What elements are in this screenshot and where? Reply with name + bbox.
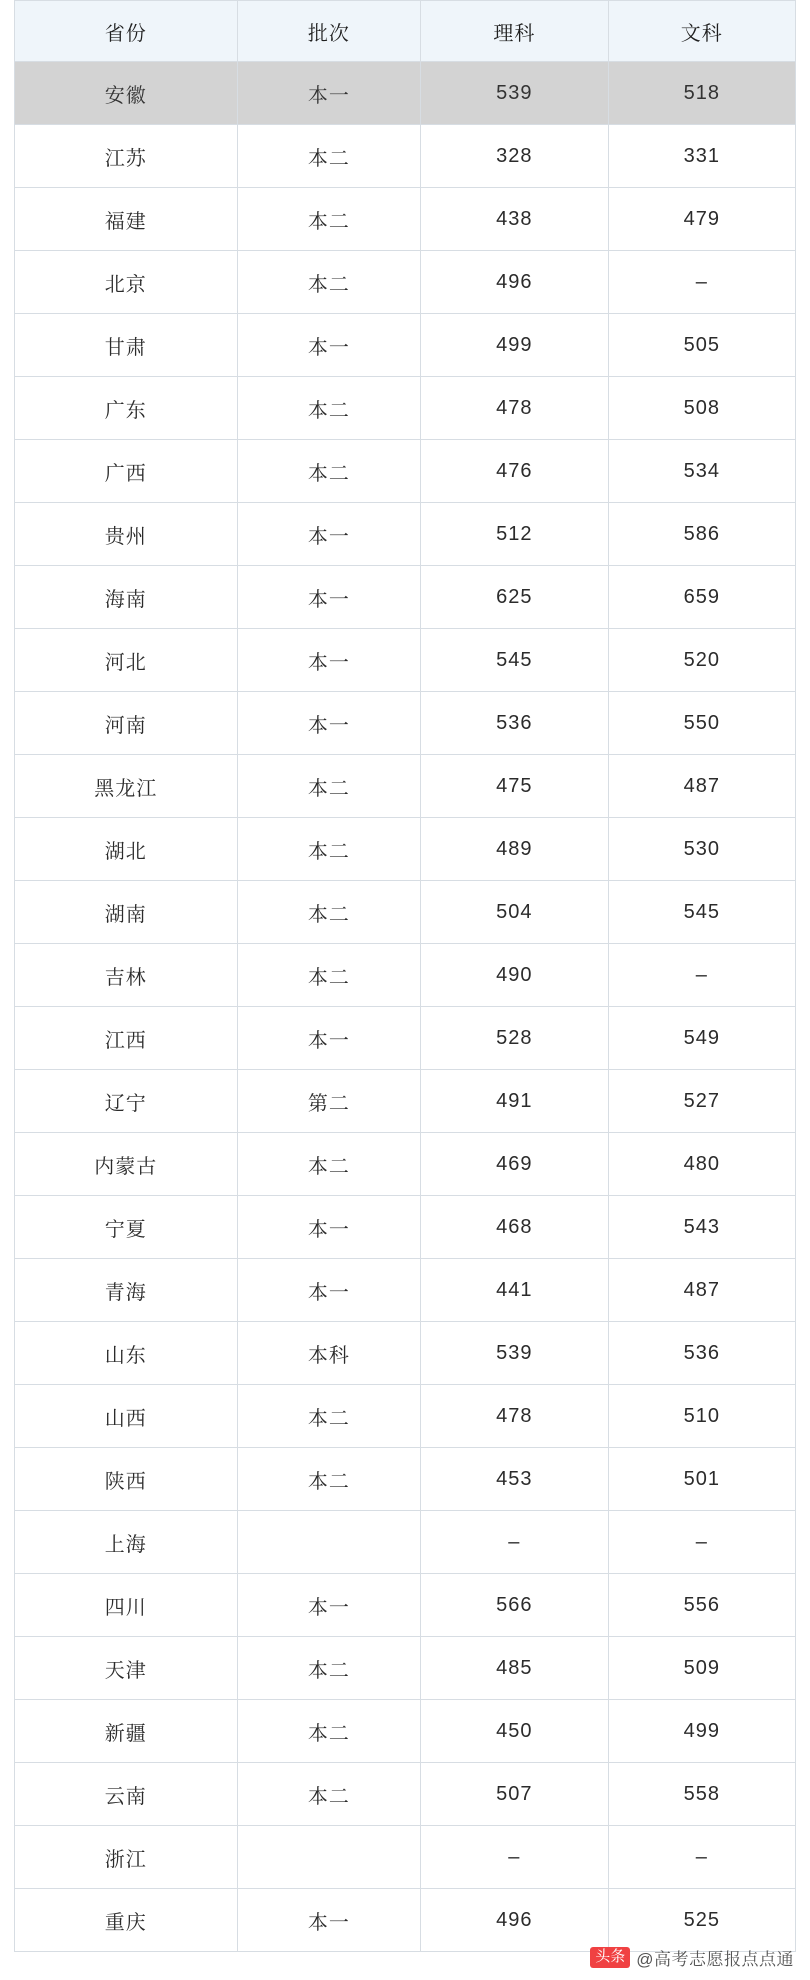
- cell-science: 539: [421, 1322, 608, 1385]
- cell-science: 328: [421, 125, 608, 188]
- cell-batch: 本二: [237, 377, 421, 440]
- cell-science: 476: [421, 440, 608, 503]
- cell-province: 浙江: [15, 1826, 238, 1889]
- cell-science: 566: [421, 1574, 608, 1637]
- table-row: [15, 566, 796, 629]
- table-row: [15, 1070, 796, 1133]
- account-name: @高考志愿报点点通: [636, 1950, 794, 1969]
- cell-science: 469: [421, 1133, 608, 1196]
- toutiao-logo: 头条: [590, 1947, 630, 1968]
- cell-science: 528: [421, 1007, 608, 1070]
- cell-arts: 487: [608, 755, 795, 818]
- cell-science: 539: [421, 62, 608, 125]
- cell-batch: 本一: [237, 629, 421, 692]
- cell-province: 陕西: [15, 1448, 238, 1511]
- cell-batch: 本二: [237, 1448, 421, 1511]
- table-row: [15, 1133, 796, 1196]
- cell-science: 496: [421, 1889, 608, 1952]
- cell-arts: 509: [608, 1637, 795, 1700]
- cell-science: 496: [421, 251, 608, 314]
- cell-science: 438: [421, 188, 608, 251]
- cell-science: 499: [421, 314, 608, 377]
- table-row: [15, 377, 796, 440]
- cell-batch: 本一: [237, 1196, 421, 1259]
- cell-province: 北京: [15, 251, 238, 314]
- cell-arts: 525: [608, 1889, 795, 1952]
- cell-province: 内蒙古: [15, 1133, 238, 1196]
- column-header-science: 理科: [421, 1, 608, 62]
- cell-province: 宁夏: [15, 1196, 238, 1259]
- table-row: [15, 1448, 796, 1511]
- cell-batch: 本一: [237, 692, 421, 755]
- cell-arts: –: [608, 251, 795, 314]
- cell-province: 河南: [15, 692, 238, 755]
- cell-batch: 本二: [237, 755, 421, 818]
- cell-science: 485: [421, 1637, 608, 1700]
- table-row: [15, 503, 796, 566]
- cell-batch: 本一: [237, 1007, 421, 1070]
- cell-province: 江西: [15, 1007, 238, 1070]
- cell-batch: 本一: [237, 503, 421, 566]
- cell-batch: 本一: [237, 566, 421, 629]
- cell-arts: 480: [608, 1133, 795, 1196]
- cell-arts: 543: [608, 1196, 795, 1259]
- cell-science: 441: [421, 1259, 608, 1322]
- cell-arts: 510: [608, 1385, 795, 1448]
- cell-batch: [237, 1511, 421, 1574]
- cell-province: 江苏: [15, 125, 238, 188]
- cell-science: 489: [421, 818, 608, 881]
- cell-batch: [237, 1826, 421, 1889]
- cell-province: 河北: [15, 629, 238, 692]
- cell-batch: 本二: [237, 1385, 421, 1448]
- cell-province: 黑龙江: [15, 755, 238, 818]
- cell-arts: 505: [608, 314, 795, 377]
- cell-province: 四川: [15, 1574, 238, 1637]
- cell-science: 491: [421, 1070, 608, 1133]
- cell-science: 504: [421, 881, 608, 944]
- cell-province: 山西: [15, 1385, 238, 1448]
- cell-batch: 本二: [237, 1700, 421, 1763]
- cell-batch: 本二: [237, 818, 421, 881]
- cell-science: –: [421, 1826, 608, 1889]
- cell-arts: 549: [608, 1007, 795, 1070]
- cell-province: 上海: [15, 1511, 238, 1574]
- table-row: [15, 1637, 796, 1700]
- cell-batch: 本二: [237, 1133, 421, 1196]
- cell-arts: –: [608, 1511, 795, 1574]
- cell-arts: 530: [608, 818, 795, 881]
- cell-arts: –: [608, 1826, 795, 1889]
- cell-arts: 545: [608, 881, 795, 944]
- cell-province: 湖南: [15, 881, 238, 944]
- column-header-province: 省份: [15, 1, 238, 62]
- cell-province: 吉林: [15, 944, 238, 1007]
- table-row: [15, 755, 796, 818]
- cell-batch: 本二: [237, 1637, 421, 1700]
- table-row: [15, 1196, 796, 1259]
- table-row: [15, 1826, 796, 1889]
- cell-batch: 本二: [237, 125, 421, 188]
- cell-batch: 第二: [237, 1070, 421, 1133]
- column-header-batch: 批次: [237, 1, 421, 62]
- cell-arts: 659: [608, 566, 795, 629]
- cell-science: 545: [421, 629, 608, 692]
- cell-science: 512: [421, 503, 608, 566]
- cell-province: 广西: [15, 440, 238, 503]
- cell-arts: 527: [608, 1070, 795, 1133]
- table-row: [15, 1385, 796, 1448]
- cell-science: 625: [421, 566, 608, 629]
- cell-batch: 本二: [237, 881, 421, 944]
- cell-arts: 518: [608, 62, 795, 125]
- cell-arts: 558: [608, 1763, 795, 1826]
- table-row: [15, 251, 796, 314]
- table-row: [15, 692, 796, 755]
- cell-arts: 479: [608, 188, 795, 251]
- cell-province: 湖北: [15, 818, 238, 881]
- cell-arts: –: [608, 944, 795, 1007]
- cell-batch: 本二: [237, 1763, 421, 1826]
- cell-science: 468: [421, 1196, 608, 1259]
- cell-province: 广东: [15, 377, 238, 440]
- table-header-row: [15, 1, 796, 62]
- cell-province: 甘肃: [15, 314, 238, 377]
- cell-science: –: [421, 1511, 608, 1574]
- table-row: [15, 1007, 796, 1070]
- cell-arts: 586: [608, 503, 795, 566]
- table-row: [15, 1574, 796, 1637]
- cell-arts: 331: [608, 125, 795, 188]
- table-row: [15, 1763, 796, 1826]
- cell-science: 450: [421, 1700, 608, 1763]
- cell-arts: 534: [608, 440, 795, 503]
- cell-science: 536: [421, 692, 608, 755]
- table-row: [15, 314, 796, 377]
- cell-arts: 556: [608, 1574, 795, 1637]
- cell-batch: 本一: [237, 1259, 421, 1322]
- cell-province: 辽宁: [15, 1070, 238, 1133]
- cell-arts: 499: [608, 1700, 795, 1763]
- column-header-arts: 文科: [608, 1, 795, 62]
- cell-province: 贵州: [15, 503, 238, 566]
- table-row: [15, 440, 796, 503]
- cell-province: 山东: [15, 1322, 238, 1385]
- cell-science: 453: [421, 1448, 608, 1511]
- cell-province: 云南: [15, 1763, 238, 1826]
- table-row: [15, 62, 796, 125]
- cell-province: 新疆: [15, 1700, 238, 1763]
- cell-science: 507: [421, 1763, 608, 1826]
- cell-province: 重庆: [15, 1889, 238, 1952]
- cell-province: 海南: [15, 566, 238, 629]
- cell-province: 天津: [15, 1637, 238, 1700]
- cell-batch: 本二: [237, 188, 421, 251]
- cell-arts: 508: [608, 377, 795, 440]
- table-row: [15, 1259, 796, 1322]
- table-row: [15, 629, 796, 692]
- cell-batch: 本一: [237, 314, 421, 377]
- cell-province: 青海: [15, 1259, 238, 1322]
- cell-batch: 本一: [237, 1889, 421, 1952]
- table-row: [15, 1700, 796, 1763]
- table-header: [15, 1, 796, 62]
- cell-science: 475: [421, 755, 608, 818]
- cell-batch: 本一: [237, 1574, 421, 1637]
- watermark-footer: [590, 1945, 794, 1970]
- cell-arts: 487: [608, 1259, 795, 1322]
- cell-science: 478: [421, 1385, 608, 1448]
- cell-arts: 501: [608, 1448, 795, 1511]
- table-row: [15, 188, 796, 251]
- cell-arts: 550: [608, 692, 795, 755]
- table-row: [15, 818, 796, 881]
- admission-score-table: [14, 0, 796, 1952]
- table-row: [15, 1511, 796, 1574]
- cell-batch: 本科: [237, 1322, 421, 1385]
- cell-science: 490: [421, 944, 608, 1007]
- cell-province: 福建: [15, 188, 238, 251]
- cell-arts: 536: [608, 1322, 795, 1385]
- cell-province: 安徽: [15, 62, 238, 125]
- cell-batch: 本二: [237, 944, 421, 1007]
- table-row: [15, 944, 796, 1007]
- table-body: [15, 62, 796, 1952]
- cell-batch: 本二: [237, 440, 421, 503]
- table-row: [15, 881, 796, 944]
- cell-batch: 本一: [237, 62, 421, 125]
- table-row: [15, 125, 796, 188]
- cell-science: 478: [421, 377, 608, 440]
- cell-arts: 520: [608, 629, 795, 692]
- table-row: [15, 1322, 796, 1385]
- cell-batch: 本二: [237, 251, 421, 314]
- table-row: [15, 1889, 796, 1952]
